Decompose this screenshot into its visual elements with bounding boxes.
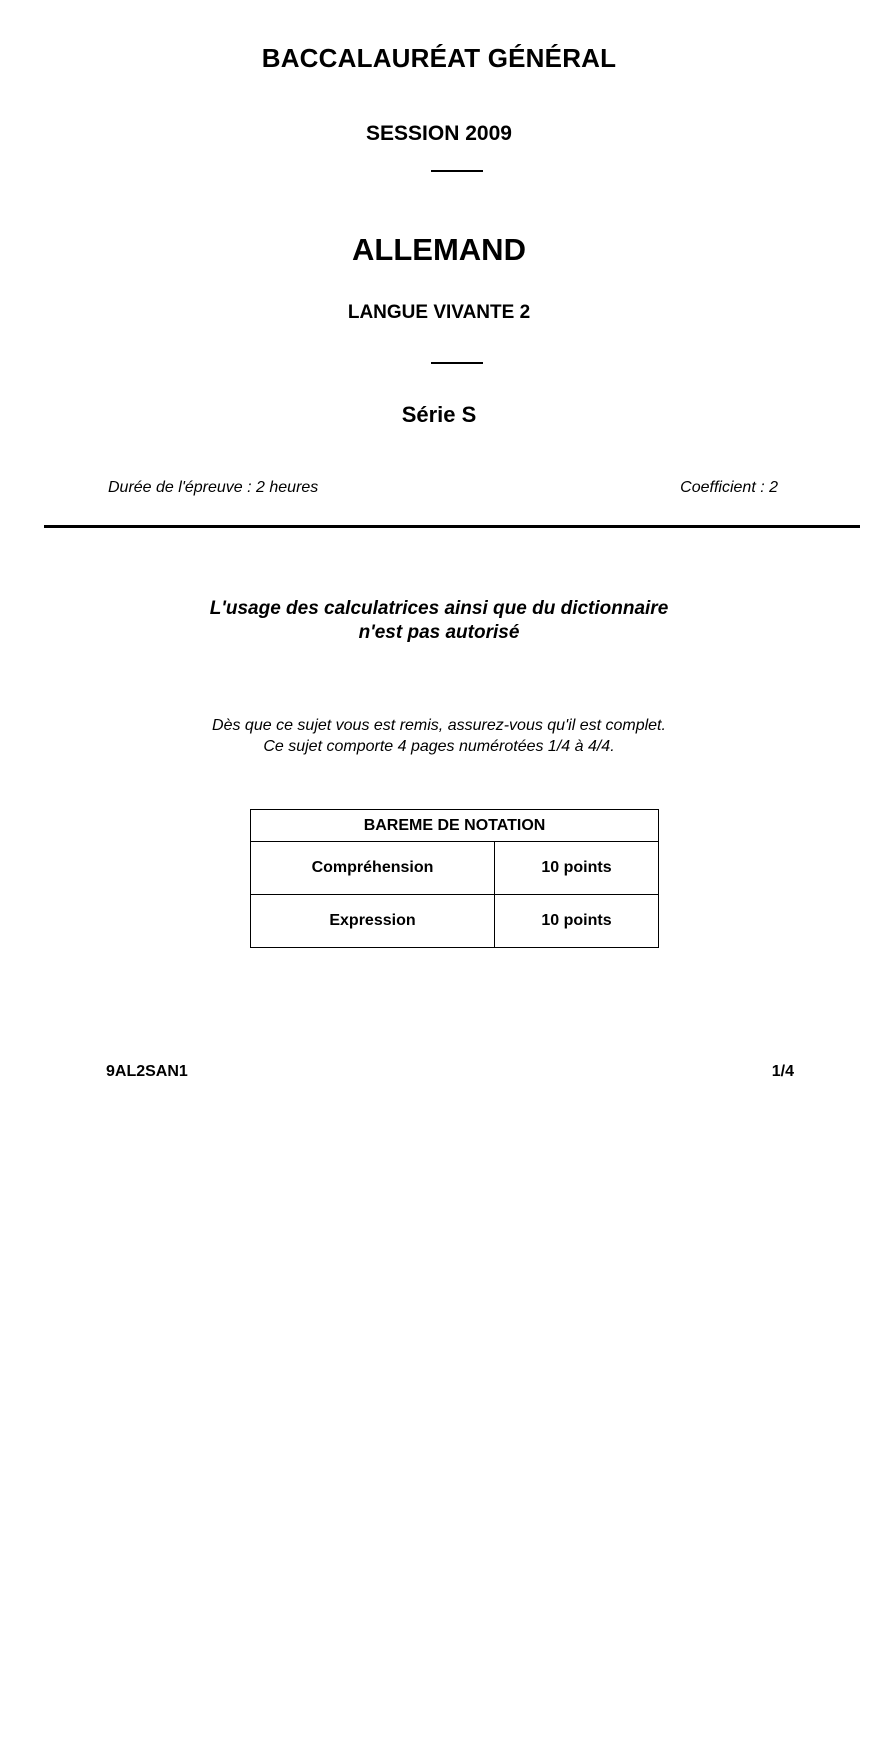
grading-table [250, 809, 659, 948]
grading-points-comprehension: 10 points [495, 842, 659, 895]
exam-duration: Durée de l'épreuve : 2 heures [108, 479, 319, 496]
grading-label-comprehension: Compréhension [251, 842, 495, 895]
series-label: Série S [401, 402, 477, 427]
document-code: 9AL2SAN1 [106, 1063, 188, 1080]
page-number: 1/4 [771, 1063, 794, 1080]
header-divider [44, 525, 860, 528]
grading-points-expression: 10 points [495, 895, 659, 948]
instructions-line-2: Ce sujet comporte 4 pages numérotées 1/4 à 4/4. [263, 738, 615, 755]
subject-title: ALLEMAND [352, 232, 526, 267]
grading-header-row [251, 810, 659, 842]
exam-title: BACCALAURÉAT GÉNÉRAL [261, 43, 617, 73]
exam-coefficient: Coefficient : 2 [680, 479, 778, 496]
grading-header: BAREME DE NOTATION [251, 810, 659, 842]
language-level: LANGUE VIVANTE 2 [347, 302, 531, 323]
notice-line-1: L'usage des calculatrices ainsi que du dictionnaire [209, 598, 669, 619]
table-row [251, 842, 659, 895]
notice-line-2: n'est pas autorisé [358, 622, 520, 643]
divider-short [431, 362, 483, 364]
session-label: SESSION 2009 [366, 122, 512, 145]
divider-short [431, 170, 483, 172]
instructions-line-1: Dès que ce sujet vous est remis, assurez-vous qu'il est complet. [212, 717, 666, 734]
table-row [251, 895, 659, 948]
grading-label-expression: Expression [251, 895, 495, 948]
